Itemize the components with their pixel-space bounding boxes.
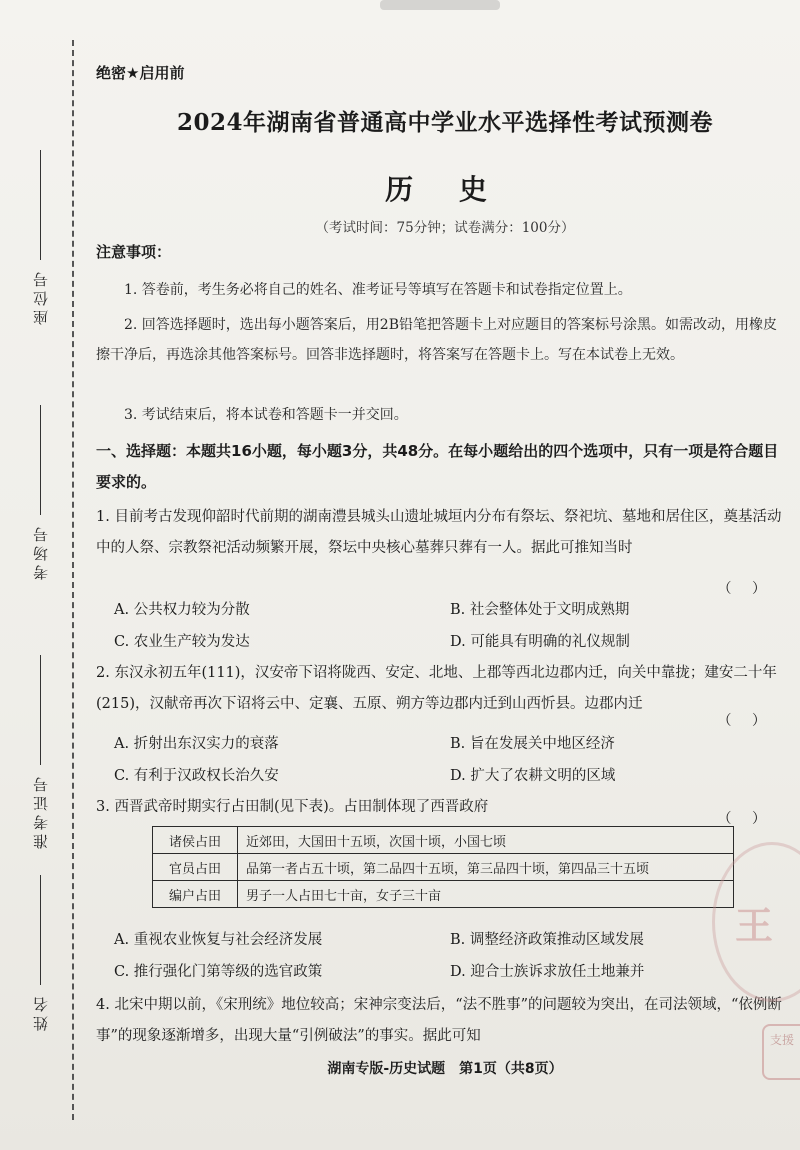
question-3-stem: 3. 西晋武帝时期实行占田制(见下表)。占田制体现了西晋政府 (96, 799, 489, 815)
seat-number-label: 座位号 (31, 268, 50, 325)
admission-number-label: 准考证号 (31, 773, 50, 849)
corner-badge: 支援 (762, 1024, 800, 1080)
confidential-label: 绝密★启用前 (96, 64, 185, 82)
table-cell-category: 诸侯占田 (153, 827, 238, 854)
question-1-option-b: B. 社会整体处于文明成熟期 (450, 602, 630, 618)
question-2-answer-paren: （ ） (717, 713, 774, 729)
page-footer: 湖南专版-历史试题 第1页（共8页） (327, 1061, 563, 1077)
question-1-option-c: C. 农业生产较为发达 (114, 634, 250, 650)
question-3-table (152, 826, 734, 908)
exam-room-field (20, 405, 60, 580)
notice-item-1: 1. 答卷前，考生务必将自己的姓名、准考证号等填写在答题卡和试卷指定位置上。 (124, 282, 632, 298)
question-3-answer-paren: （ ） (717, 811, 774, 827)
question-1-answer-paren: （ ） (717, 581, 774, 597)
name-label: 姓名 (31, 993, 50, 1031)
admission-number-field (20, 655, 60, 849)
question-2-option-b: B. 旨在发展关中地区经济 (450, 736, 615, 752)
question-2-option-c: C. 有利于汉政权长治久安 (114, 768, 279, 784)
notice-item-2: 2. 回答选择题时，选出每小题答案后，用2B铅笔把答题卡上对应题目的答案标号涂黑。如需改动，用橡皮擦干净后，再选涂其他答案标号。回答非选择题时，将答案写在答题卡上。写在本试卷上无效。 (96, 317, 778, 363)
seat-number-blank (40, 150, 41, 260)
question-3-option-d: D. 迎合士族诉求放任土地兼并 (450, 964, 645, 980)
notice-heading: 注意事项： (96, 243, 172, 261)
question-4-stem: 4. 北宋中期以前，《宋刑统》地位较高；宋神宗变法后，“法不胜事”的问题较为突出，在司法领域，“依例断事”的现象逐渐增多，出现大量“引例破法”的事实。据此可知 (96, 997, 782, 1044)
seat-number-field (20, 150, 60, 325)
question-3-option-b: B. 调整经济政策推动区域发展 (450, 932, 644, 948)
binding-dashed-line (72, 40, 74, 1120)
exam-title: 2024年湖南省普通高中学业水平选择性考试预测卷 (176, 109, 713, 136)
table-row (153, 854, 734, 881)
question-2-stem: 2. 东汉永初五年(111)，汉安帝下诏将陇西、安定、北地、上郡等西北边郡内迁，向关中靠拢；建安二十年(215)，汉献帝再次下诏将云中、定襄、五原、朔方等边郡内迁到山西忻县。边郡内迁 (96, 665, 777, 712)
scan-smudge (380, 0, 500, 10)
table-cell-content: 品第一者占五十顷，第二品四十五顷，第三品四十顷，第四品三十五顷 (238, 854, 734, 881)
section-heading: 一、选择题：本题共16小题，每小题3分，共48分。在每小题给出的四个选项中，只有一项是符合题目要求的。 (96, 442, 779, 491)
notice-item-3: 3. 考试结束后，将本试卷和答题卡一并交回。 (124, 407, 408, 423)
subject-title: 历 史 (385, 173, 505, 206)
table-row (153, 827, 734, 854)
question-3-option-c: C. 推行强化门第等级的选官政策 (114, 964, 323, 980)
admission-number-blank (40, 655, 41, 765)
table-cell-category: 官员占田 (153, 854, 238, 881)
question-2-option-a: A. 折射出东汉实力的衰落 (114, 736, 279, 752)
table-cell-content: 近郊田，大国田十五顷，次国十顷，小国七顷 (238, 827, 734, 854)
question-1-option-d: D. 可能具有明确的礼仪规制 (450, 634, 630, 650)
name-field (20, 875, 60, 1031)
watermark-stamp: 王 (712, 842, 800, 1002)
exam-room-blank (40, 405, 41, 515)
name-blank (40, 875, 41, 985)
question-3-option-a: A. 重视农业恢复与社会经济发展 (114, 932, 323, 948)
table-cell-category: 编户占田 (153, 881, 238, 908)
exam-room-label: 考场号 (31, 523, 50, 580)
question-2-option-d: D. 扩大了农耕文明的区域 (450, 768, 616, 784)
question-1-option-a: A. 公共权力较为分散 (114, 602, 250, 618)
question-1-stem: 1. 目前考古发现仰韶时代前期的湖南澧县城头山遗址城垣内分布有祭坛、祭祀坑、墓地和居住区，奠基活动中的人祭、宗教祭祀活动频繁开展，祭坛中央核心墓葬只葬有一人。据此可推知当时 (96, 509, 782, 556)
exam-info: （考试时间：75分钟；试卷满分：100分） (315, 220, 575, 236)
table-row (153, 881, 734, 908)
table-cell-content: 男子一人占田七十亩，女子三十亩 (238, 881, 734, 908)
